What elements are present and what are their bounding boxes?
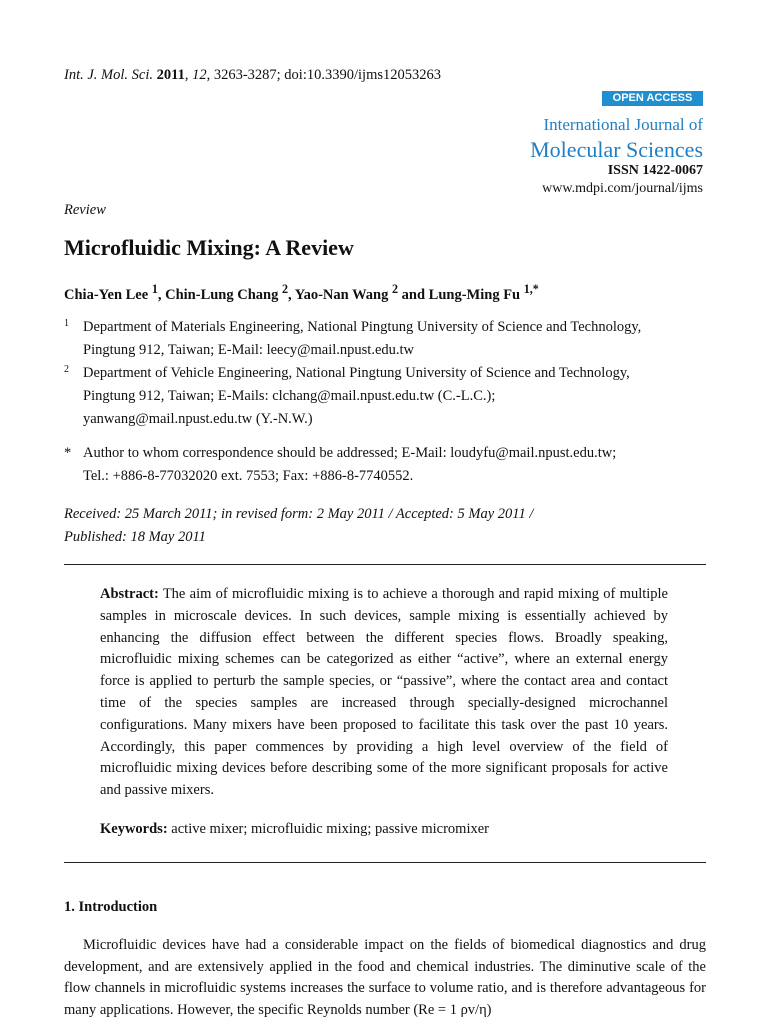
citation-volume: 12: [192, 67, 207, 83]
author-separator: ,: [288, 286, 295, 303]
keywords-label: Keywords:: [100, 821, 168, 837]
abstract: [100, 584, 668, 802]
author-sup: 1: [151, 282, 158, 296]
abstract-label: Abstract:: [100, 586, 159, 602]
journal-name-line2: Molecular Sciences: [530, 137, 703, 162]
affiliation-number: 2: [64, 364, 69, 375]
citation-rest: , 3263-3287; doi:10.3390/ijms12053263: [206, 67, 441, 83]
author-name: Chin-Lung Chang: [165, 286, 279, 303]
affiliation-line: yanwang@mail.npust.edu.tw (Y.-N.W.): [83, 411, 313, 427]
correspondence-line: Author to whom correspondence should be addressed; E-Mail: loudyfu@mail.npust.edu.tw;: [83, 445, 617, 461]
author-list: [64, 282, 539, 304]
citation-journal: Int. J. Mol. Sci.: [64, 67, 153, 83]
citation-year: 2011: [156, 67, 185, 83]
affiliation-line: Pingtung 912, Taiwan; E-Mail: leecy@mail.npust.edu.tw: [83, 342, 415, 358]
divider-bottom: [64, 862, 706, 863]
affiliation-line: Department of Vehicle Engineering, National Pingtung University of Science and Technology,: [83, 365, 630, 381]
author-sup: 1,*: [523, 282, 539, 296]
abstract-text: The aim of microfluidic mixing is to achieve a thorough and rapid mixing of multiple samples in microscale devices. In such devices, sample mixing is essentially achieved by enhancing the diffusion effect between the different species flows. Broadly speaking, microfluidic mixing schemes can be categorized as either “active”, where an external energy force is applied to perturb the sample species, or “passive”, where the contact area and contact time of the species samples are increased through specially-designed microchannel configurations. Many mixers have been proposed to facilitate this task over the past 10 years. Accordingly, this paper commences by providing a high level overview of the field of microfluidic mixing devices before describing some of the more significant proposals for active and passive mixers.: [100, 586, 668, 799]
article-type: Review: [64, 202, 106, 218]
author-separator: ,: [157, 286, 166, 303]
affiliation-line: Department of Materials Engineering, National Pingtung University of Science and Technology,: [83, 319, 642, 335]
dates-line: Received: 25 March 2011; in revised form: 2 May 2011 / Accepted: 5 May 2011 /: [64, 506, 534, 522]
issn: ISSN 1422-0067: [607, 163, 703, 178]
keywords-text: active mixer; microfluidic mixing; passive micromixer: [171, 821, 490, 837]
divider-top: [64, 564, 706, 565]
intro-paragraph: Microfluidic devices have had a considerable impact on the fields of biomedical diagnostics and drug development, and are extensively applied in the food and chemical industries. The diminutive scale of the flow channels in microfluidic systems increases the surface to volume ratio, and is therefore advantageous for many applications. However, the specific Reynolds number (Re = 1 ρv/η): [64, 937, 706, 1018]
author-name: Chia-Yen Lee: [64, 286, 149, 303]
author-sup: 2: [281, 282, 289, 296]
citation: Int. J. Mol. Sci. 2011, 12, 3263-3287; doi:10.3390/ijms12053263: [64, 67, 441, 83]
correspondence-mark: *: [64, 445, 72, 461]
author-sup: 2: [391, 282, 399, 296]
correspondence-line: Tel.: +886-8-77032020 ext. 7553; Fax: +886-8-7740552.: [83, 468, 414, 484]
author-name: Lung-Ming Fu: [428, 286, 521, 303]
affiliation-line: Pingtung 912, Taiwan; E-Mails: clchang@mail.npust.edu.tw (C.-L.C.);: [83, 388, 496, 404]
publication-dates: [64, 503, 664, 549]
section-heading: 1. Introduction: [64, 899, 158, 915]
affiliation-number: 1: [64, 318, 69, 329]
article-title: Microfluidic Mixing: A Review: [64, 235, 354, 260]
journal-name-line1: International Journal of: [543, 115, 703, 134]
journal-url[interactable]: www.mdpi.com/journal/ijms: [542, 181, 703, 196]
open-access-badge: OPEN ACCESS: [602, 91, 703, 106]
author-name: Yao-Nan Wang: [294, 286, 389, 303]
author-separator: and: [398, 286, 429, 303]
dates-line: Published: 18 May 2011: [64, 529, 206, 545]
keywords: [100, 821, 489, 838]
